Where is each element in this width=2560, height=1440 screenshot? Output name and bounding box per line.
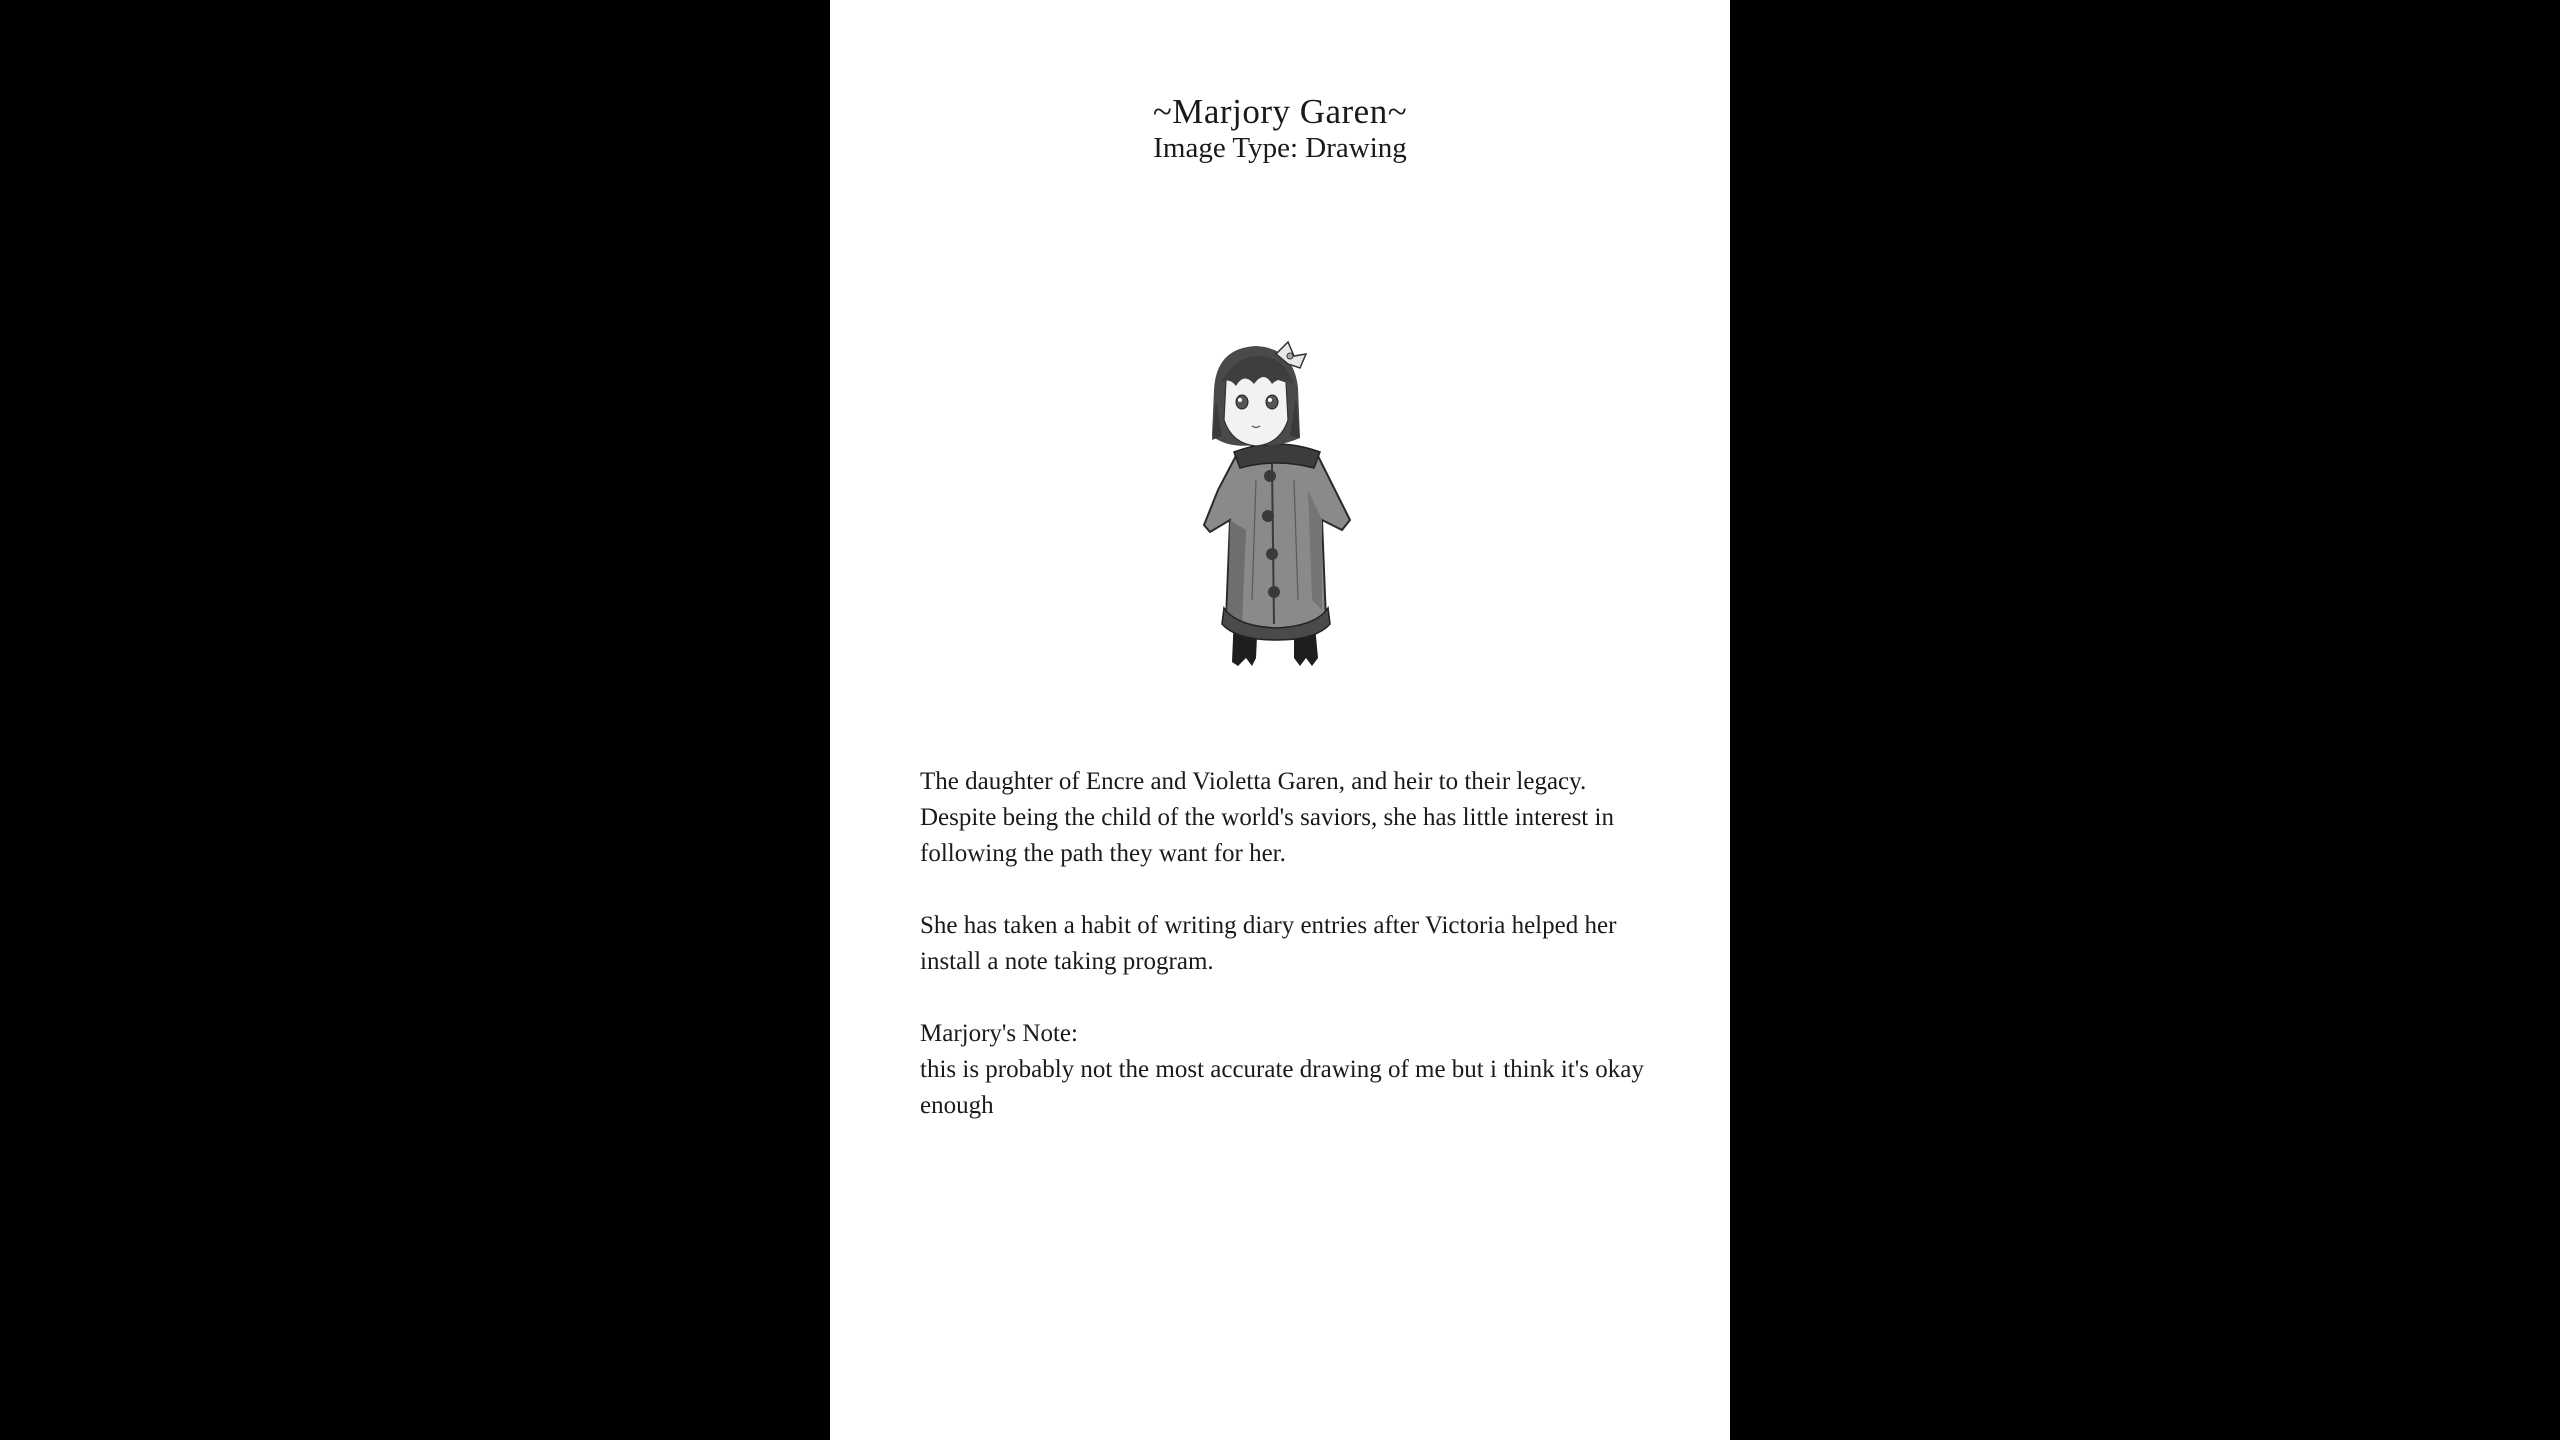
description-paragraph: She has taken a habit of writing diary entries after Victoria helped her install a note taking program. [920,912,1617,975]
note-text: this is probably not the most accurate drawing of me but i think it's okay enough [920,1056,1644,1119]
character-description [920,764,1660,1124]
note-label: Marjory's Note: [920,1020,1078,1047]
document-page [830,0,1730,1440]
girl-in-coat-drawing-icon [1176,340,1386,680]
image-type-label: Image Type: Drawing [1153,132,1407,164]
note-block [920,1016,1660,1124]
page-title: ~Marjory Garen~ [1152,92,1408,131]
description-paragraph: The daughter of Encre and Violetta Garen, and heir to their legacy. Despite being the child of the world's saviors, she has little interest in following the path they want for her. [920,768,1614,867]
